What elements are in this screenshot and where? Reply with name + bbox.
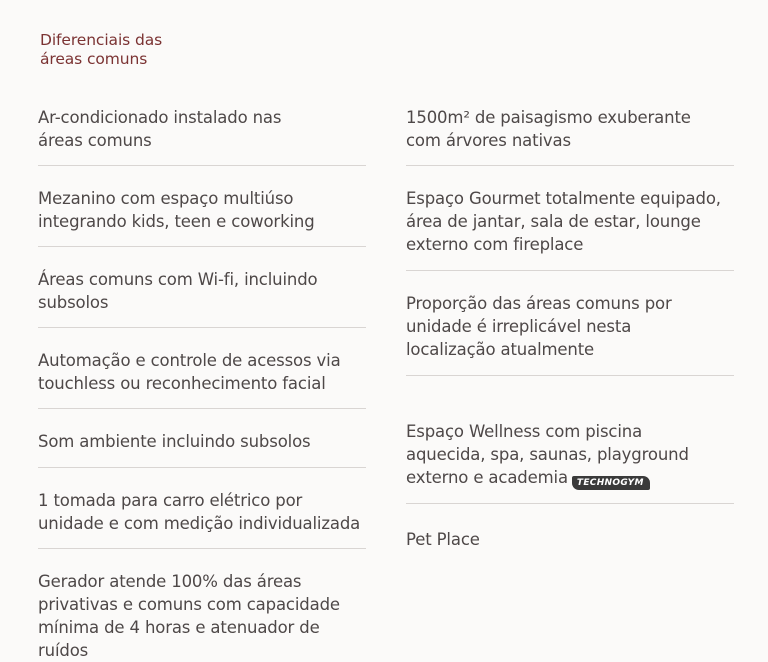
item-text: Pet Place [406,530,480,549]
list-item [38,247,366,328]
list-item [406,88,734,166]
section-title: Diferenciais das áreas comuns [40,31,163,68]
list-item [406,166,734,271]
list-item [406,271,734,376]
list-item [38,468,366,549]
item-text [406,397,734,490]
list-item [406,504,734,564]
item-text: Ar-condicionado instalado nas áreas comuns [38,108,282,150]
item-text: Som ambiente incluindo subsolos [38,432,311,451]
list-item [38,409,366,468]
right-column [406,88,734,564]
left-column [38,88,366,660]
item-text: Proporção das áreas comuns por unidade é irreplicável nesta localização atualmente [406,294,672,359]
technogym-logo: TECHNOGYM [572,476,650,490]
item-text: Áreas comuns com Wi-fi, incluindo subsolos [38,270,318,312]
list-item [38,328,366,409]
item-text: 1 tomada para carro elétrico por unidade e com medição individualizada [38,491,361,533]
list-item [38,549,366,660]
item-text-body: Espaço Wellness com piscina aquecida, spa, saunas, playground externo e academia [406,422,689,487]
item-text: Mezanino com espaço multiúso integrando kids, teen e coworking [38,189,315,231]
item-text: Gerador atende 100% das áreas privativas e comuns com capacidade mínima de 4 horas e atenuador de ruídos [38,572,340,660]
list-item [38,166,366,247]
item-text: 1500m² de paisagismo exuberante com árvores nativas [406,108,691,150]
item-text: Automação e controle de acessos via touchless ou reconhecimento facial [38,351,341,393]
item-text: Espaço Gourmet totalmente equipado, área de jantar, sala de estar, lounge externo com fireplace [406,189,721,254]
list-item [38,88,366,166]
list-item [406,376,734,504]
